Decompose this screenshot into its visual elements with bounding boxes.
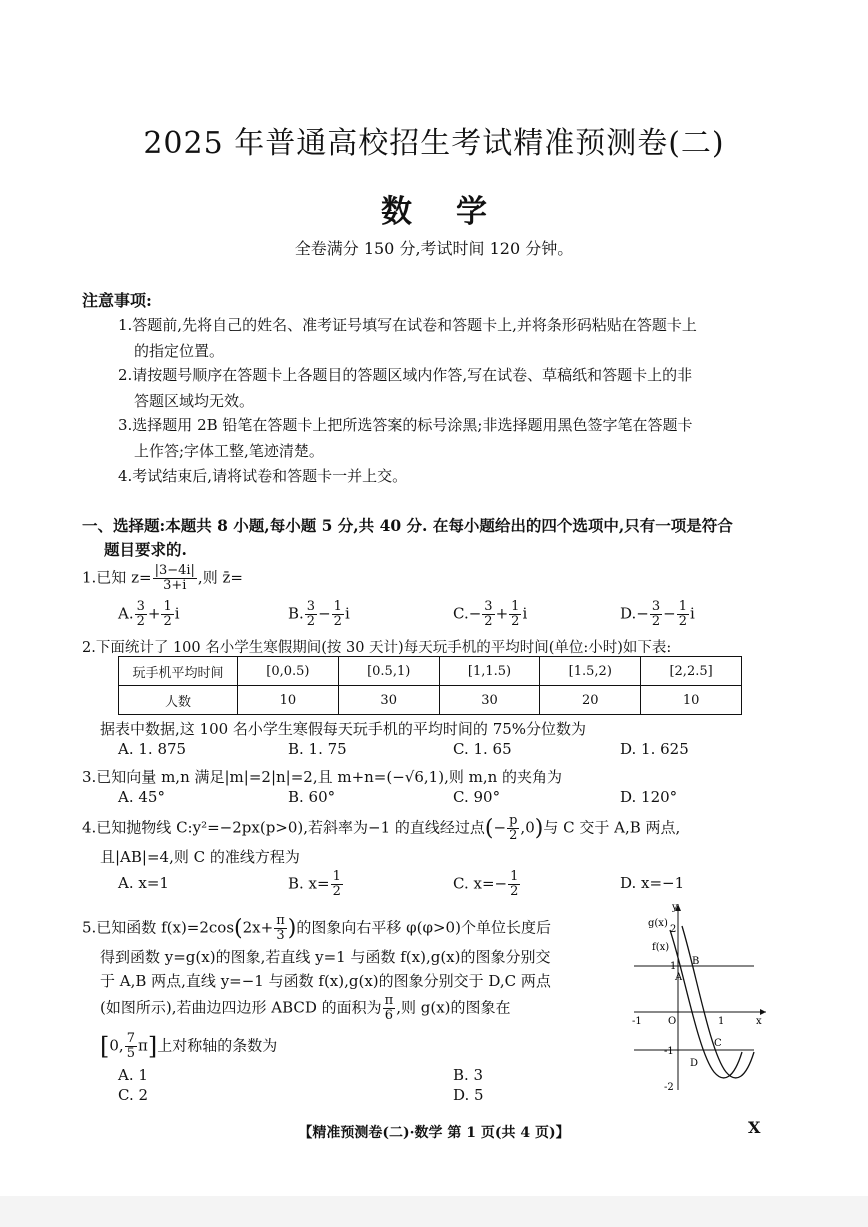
q2-option-c: C. 1. 65	[453, 740, 512, 758]
table-row	[119, 657, 742, 686]
question-5	[82, 914, 551, 943]
frac-den: 2	[333, 614, 342, 629]
note-4: 4.考试结束后,请将试卷和答题卡一并上交。	[118, 467, 408, 485]
option-frac-1	[135, 600, 147, 629]
option-frac-1	[650, 600, 662, 629]
q5-area-frac	[383, 994, 396, 1023]
option-frac-2	[332, 600, 344, 629]
graph-label: y	[672, 902, 678, 913]
q4-option-d: D. x=−1	[620, 874, 685, 892]
q4-point-frac	[507, 814, 519, 843]
q5-text: 2x+	[242, 918, 274, 937]
paren: )	[287, 916, 297, 941]
q5-line2: 得到函数 y=g(x)的图象,若直线 y=1 与函数 f(x),g(x)的图象分别交	[100, 948, 551, 966]
page-footer: 【精准预测卷(二)·数学 第 1 页(共 4 页)】	[298, 1125, 570, 1141]
frac-num: 1	[332, 869, 341, 884]
graph-label: f(x)	[652, 942, 670, 953]
q5-option-b: B. 3	[453, 1066, 484, 1084]
frac-num: 1	[511, 599, 520, 614]
option-frac	[331, 870, 343, 899]
q1-num: |3−4i|	[154, 563, 195, 578]
q5-inner-frac	[274, 914, 287, 943]
q5-line3: 于 A,B 两点,直线 y=−1 与函数 f(x),g(x)的图象分别交于 D,C 两点	[100, 972, 551, 990]
exam-title: 2025 年普通高校招生考试精准预测卷(二)	[143, 126, 725, 161]
footer-mark: X	[748, 1118, 761, 1137]
frac-num: 1	[163, 599, 172, 614]
graph-label: -1	[632, 1016, 642, 1027]
option-label: B.	[288, 604, 304, 623]
paren: (	[484, 816, 494, 841]
q1-option-a	[118, 600, 180, 629]
option-op: +	[147, 604, 161, 623]
option-label: D.	[620, 604, 637, 623]
q3-option-a: A. 45°	[118, 788, 165, 806]
option-frac-2	[509, 600, 521, 629]
frac-den: 2	[651, 614, 661, 629]
option-frac-2	[161, 600, 173, 629]
table-cell: 30	[338, 686, 439, 715]
note-2-cont: 答题区域均无效。	[134, 392, 255, 410]
q4-option-b	[288, 870, 344, 899]
stats-table	[118, 656, 742, 715]
q4-text-b: 与 C 交于 A,B 两点,	[543, 818, 681, 837]
q5-function-graph	[630, 902, 770, 1094]
option-op: −	[663, 604, 676, 623]
option-frac-2	[677, 600, 689, 629]
page-bottom-edge	[0, 1196, 868, 1227]
option-tail: i	[344, 604, 350, 623]
table-cell: [1.5,2)	[540, 657, 641, 686]
frac-den: 2	[484, 614, 493, 629]
q5-option-d: D. 5	[453, 1086, 484, 1104]
table-cell: 10	[238, 686, 339, 715]
q1-option-d	[620, 600, 695, 629]
option-tail: i	[522, 604, 528, 623]
frac-den: 2	[306, 614, 316, 629]
table-cell: [0.5,1)	[338, 657, 439, 686]
q3-option-b: B. 60°	[288, 788, 336, 806]
q4-line2: 且|AB|=4,则 C 的准线方程为	[100, 848, 300, 866]
option-tail: i	[174, 604, 180, 623]
q1-option-b	[288, 600, 350, 629]
table-cell: [2,2.5]	[641, 657, 742, 686]
table-cell: [1,1.5)	[439, 657, 540, 686]
note-2: 2.请按题号顺序在答题卡上各题目的答题区域内作答,写在试卷、草稿纸和答题卡上的非	[118, 366, 693, 384]
frac-num: 3	[651, 599, 661, 614]
graph-label: A	[675, 972, 683, 983]
note-1-cont: 的指定位置。	[134, 342, 225, 360]
frac-den: 2	[511, 614, 520, 629]
table-cell: 10	[641, 686, 742, 715]
q5-text: (如图所示),若曲边四边形 ABCD 的面积为	[100, 998, 382, 1017]
graph-label: O	[668, 1016, 677, 1027]
graph-label: B	[692, 956, 700, 967]
bracket: ]	[147, 1032, 158, 1061]
g-curve	[682, 926, 754, 1078]
paren: )	[534, 816, 544, 841]
exam-info: 全卷满分 150 分,考试时间 120 分钟。	[294, 239, 574, 258]
bracket: [	[100, 1032, 110, 1061]
frac-den: 2	[509, 828, 518, 843]
q1-option-c	[453, 600, 527, 629]
frac-den: 2	[678, 614, 687, 629]
q5-text: ,则 g(x)的图象在	[396, 998, 511, 1017]
notes-heading: 注意事项:	[82, 291, 152, 310]
q3-option-c: C. 90°	[453, 788, 501, 806]
x-axis-arrow	[760, 1009, 766, 1015]
frac-num: p	[509, 813, 518, 828]
frac-den: 6	[384, 1008, 394, 1023]
q2-follow: 据表中数据,这 100 名小学生寒假每天玩手机的平均时间的 75%分位数为	[100, 720, 587, 738]
table-cell: 30	[439, 686, 540, 715]
frac-den: 3	[276, 928, 285, 943]
table-cell: 20	[540, 686, 641, 715]
frac-den: 2	[510, 884, 519, 899]
option-label: A.	[118, 604, 134, 623]
frac-num: π	[384, 993, 394, 1008]
q5-option-c: C. 2	[118, 1086, 149, 1104]
graph-label: 1	[718, 1016, 725, 1027]
frac-num: 3	[484, 599, 493, 614]
graph-label: 1	[670, 961, 677, 972]
option-text: C. x=−	[453, 874, 508, 893]
option-tail: i	[689, 604, 695, 623]
frac-num: π	[276, 913, 285, 928]
question-3: 3.已知向量 m,n 满足|m|=2|n|=2,且 m+n=(−√6,1),则 m,n 的夹角为	[82, 768, 563, 786]
graph-label: C	[714, 1038, 722, 1049]
option-sign: −	[468, 604, 482, 623]
section-heading: 一、选择题:本题共 8 小题,每小题 5 分,共 40 分. 在每小题给出的四个选项中,只有一项是符合	[82, 516, 733, 535]
question-2: 2.下面统计了 100 名小学生寒假期间(按 30 天计)每天玩手机的平均时间(单位:小时)如下表:	[82, 640, 672, 656]
q5-option-a: A. 1	[118, 1066, 148, 1084]
q4-text-a: 4.已知抛物线 C:y²=−2px(p>0),若斜率为−1 的直线经过点	[82, 818, 485, 837]
q5-text: π	[137, 1036, 148, 1055]
question-1	[82, 564, 243, 593]
q2-option-a: A. 1. 875	[118, 740, 187, 758]
option-frac	[508, 870, 520, 899]
frac-num: 1	[510, 869, 519, 884]
note-1: 1.答题前,先将自己的姓名、准考证号填写在试卷和答题卡上,并将条形码粘贴在答题卡上	[118, 316, 697, 334]
option-text: B. x=	[288, 874, 330, 893]
q5-text: 0,	[109, 1036, 124, 1055]
option-frac-1	[305, 600, 317, 629]
option-frac-1	[482, 600, 494, 629]
note-3: 3.选择题用 2B 铅笔在答题卡上把所选答案的标号涂黑;非选择题用黑色签字笔在答题卡	[118, 416, 693, 434]
q4-option-a: A. x=1	[118, 874, 169, 892]
frac-num: 3	[136, 599, 145, 614]
q2-option-d: D. 1. 625	[620, 740, 689, 758]
table-cell: [0,0.5)	[238, 657, 339, 686]
q4-option-c	[453, 870, 521, 899]
graph-label: x	[756, 1016, 762, 1027]
note-3-cont: 上作答;字体工整,笔迹清楚。	[134, 442, 324, 460]
q5-text: 5.已知函数 f(x)=2cos	[82, 918, 235, 937]
frac-num: 3	[306, 599, 316, 614]
q5-text: 的图象向右平移 φ(φ>0)个单位长度后	[296, 918, 551, 937]
question-4: 4.已知抛物线 C:y²=−2px(p>0),若斜率为−1 的直线经过点(− $\frac{p}{2}$ ,0)与 C 交于 A,B 两点,	[82, 813, 681, 843]
frac-den: 2	[332, 884, 341, 899]
option-label: C.	[453, 604, 469, 623]
q5-line4	[100, 994, 511, 1023]
graph-label: 2	[670, 924, 677, 935]
table-cell: 玩手机平均时间	[119, 657, 238, 686]
q1-suffix: ,则 z̄=	[197, 568, 243, 587]
q3-option-d: D. 120°	[620, 788, 678, 806]
table-row	[119, 686, 742, 715]
frac-num: 7	[126, 1031, 135, 1046]
graph-label: g(x)	[648, 918, 668, 929]
option-op: −	[318, 604, 331, 623]
q1-fraction	[153, 564, 197, 593]
q5-text: 上对称轴的条数为	[157, 1036, 278, 1055]
section-heading-cont: 题目要求的.	[104, 540, 187, 559]
q1-prefix: 1.已知 z=	[82, 568, 152, 587]
frac-den: 2	[136, 614, 145, 629]
frac-num: 1	[678, 599, 687, 614]
q1-den: 3+i	[163, 578, 187, 593]
frac-den: 5	[126, 1046, 135, 1061]
graph-label: -1	[664, 1046, 674, 1057]
subject-title: 数学	[381, 194, 531, 230]
frac-den: 2	[163, 614, 172, 629]
option-op: +	[495, 604, 509, 623]
f-curve	[670, 930, 742, 1078]
frac-num: 1	[333, 599, 342, 614]
graph-label: D	[690, 1058, 699, 1069]
option-sign: −	[636, 604, 649, 623]
graph-label: -2	[664, 1082, 674, 1093]
q5-interval-frac	[125, 1032, 137, 1061]
q5-line5	[100, 1032, 277, 1061]
table-cell: 人数	[119, 686, 238, 715]
q2-option-b: B. 1. 75	[288, 740, 347, 758]
paren: (	[234, 916, 243, 941]
